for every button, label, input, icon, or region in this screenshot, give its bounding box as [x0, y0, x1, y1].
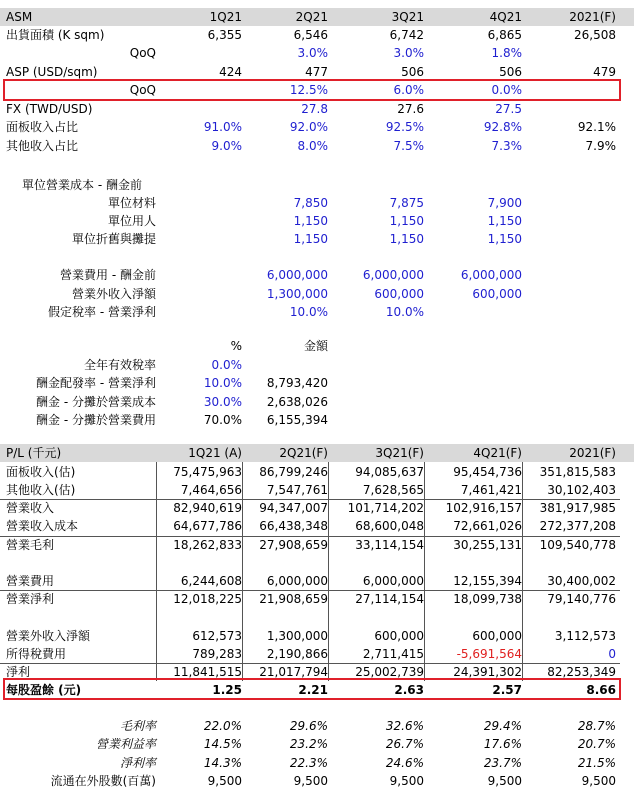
comp-label: 酬金 - 分攤於營業費用 [36, 413, 156, 427]
header-col-3: 3Q21 [391, 10, 424, 24]
cost-value: 1,150 [389, 232, 424, 246]
shares-val-4: 9,500 [487, 774, 522, 788]
cost-section-title: 單位營業成本 - 酬金前 [22, 178, 142, 192]
assumption-value: 477 [305, 65, 328, 79]
ratio-value: 14.3% [203, 756, 242, 770]
pl-value [424, 609, 522, 627]
pl-header-row [0, 444, 634, 462]
assumption-value: 7.3% [491, 139, 522, 153]
pl-value: 6,000,000 [266, 574, 328, 588]
cost-label: 單位材料 [107, 196, 156, 210]
comp-pct-header: % [230, 339, 242, 353]
pl-value: 8.66 [586, 683, 616, 697]
assumption-label: 面板收入占比 [6, 120, 79, 134]
header-col-5: 2021(F) [569, 10, 616, 24]
assumption-row [0, 118, 634, 136]
pl-value: 30,255,131 [453, 538, 522, 552]
pl-header-col-1: 1Q21 (A) [188, 446, 242, 460]
asm-header-row [0, 8, 634, 26]
opex-row [0, 285, 634, 303]
pl-value: 66,438,348 [259, 519, 328, 533]
pl-value: 101,714,202 [347, 501, 424, 515]
ratio-value: 32.6% [385, 719, 424, 733]
comp-amt: 8,793,420 [266, 376, 328, 390]
shares-val-5: 9,500 [581, 774, 616, 788]
pl-row [0, 536, 634, 554]
ratio-value: 22.3% [289, 756, 328, 770]
qoq-highlight-box [3, 79, 621, 101]
ratio-value: 17.6% [483, 737, 522, 751]
pl-value: 30,400,002 [547, 574, 616, 588]
pl-value: 7,547,761 [266, 483, 328, 497]
assumption-value: 506 [499, 65, 522, 79]
comp-label: 全年有效稅率 [83, 358, 156, 372]
pl-value [328, 554, 424, 572]
pl-label: 所得稅費用 [6, 647, 67, 661]
opex-value: 10.0% [289, 305, 328, 319]
pl-value: 27,908,659 [259, 538, 328, 552]
assumption-value: 3.0% [297, 46, 328, 60]
assumption-value: 6,865 [487, 28, 522, 42]
pl-value: 109,540,778 [539, 538, 616, 552]
pl-value [424, 554, 522, 572]
ratio-value: 28.7% [577, 719, 616, 733]
pl-column-divider [522, 462, 523, 681]
assumption-value: 424 [219, 65, 242, 79]
pl-value: 381,917,985 [539, 501, 616, 515]
cost-row [0, 230, 634, 248]
assumption-value: 92.1% [577, 120, 616, 134]
pl-value: 102,916,157 [445, 501, 522, 515]
pl-value [156, 554, 242, 572]
assumption-value: 479 [593, 65, 616, 79]
pl-row-divider [0, 536, 620, 537]
cost-section-title-row [0, 176, 634, 194]
pl-value: 79,140,776 [547, 592, 616, 606]
pl-label [6, 609, 156, 627]
pl-column-divider [328, 462, 329, 681]
pl-label: 面板收入(估) [6, 465, 76, 479]
cost-value: 1,150 [487, 214, 522, 228]
shares-val-2: 9,500 [293, 774, 328, 788]
pl-value: 6,244,608 [180, 574, 242, 588]
ratio-value: 14.5% [203, 737, 242, 751]
cost-value: 1,150 [293, 232, 328, 246]
opex-label: 營業外收入淨額 [71, 287, 156, 301]
pl-column-divider [424, 462, 425, 681]
pl-value: 94,085,637 [355, 465, 424, 479]
pl-label: 其他收入(估) [6, 483, 76, 497]
opex-label: 假定稅率 - 營業淨利 [48, 305, 156, 319]
pl-label: 營業收入 [6, 501, 55, 515]
ratio-row [0, 754, 634, 772]
pl-row [0, 590, 634, 608]
pl-value: 82,940,619 [173, 501, 242, 515]
comp-row [0, 356, 634, 374]
comp-row [0, 393, 634, 411]
assumption-value: 27.8 [301, 102, 328, 116]
assumption-value: 1.8% [491, 46, 522, 60]
comp-row [0, 374, 634, 392]
pl-row [0, 481, 634, 499]
pl-value: 7,464,656 [180, 483, 242, 497]
comp-pct: 10.0% [203, 376, 242, 390]
pl-value: 2,190,866 [266, 647, 328, 661]
opex-value: 600,000 [472, 287, 522, 301]
comp-row [0, 411, 634, 429]
pl-row-divider [0, 590, 620, 591]
ratio-value: 22.0% [203, 719, 242, 733]
assumption-value: 6,742 [389, 28, 424, 42]
comp-amt: 6,155,394 [266, 413, 328, 427]
pl-header-label: P/L (千元) [6, 446, 62, 460]
ratio-value: 23.7% [483, 756, 522, 770]
pl-value [522, 554, 616, 572]
pl-value [242, 554, 328, 572]
header-col-1: 1Q21 [209, 10, 242, 24]
assumption-value: 6,546 [293, 28, 328, 42]
assumption-value: 12.5% [289, 83, 328, 97]
pl-column-divider [242, 462, 243, 681]
pl-value: 1.25 [212, 683, 242, 697]
pl-row-divider [0, 663, 620, 664]
ratio-row [0, 717, 634, 735]
assumption-value [156, 100, 242, 118]
pl-value: 82,253,349 [547, 665, 616, 679]
eps-highlight-box [3, 678, 621, 700]
pl-value: 24,391,302 [453, 665, 522, 679]
pl-value: 64,677,786 [173, 519, 242, 533]
shares-label: 流通在外股數(百萬) [50, 774, 156, 788]
assumption-row [0, 26, 634, 44]
pl-value [242, 609, 328, 627]
assumption-value: 7.9% [585, 139, 616, 153]
pl-value: 789,283 [192, 647, 242, 661]
pl-value: 2.21 [298, 683, 328, 697]
pl-value: 1,300,000 [266, 629, 328, 643]
assumption-label: QoQ [129, 46, 156, 60]
ratio-value: 26.7% [385, 737, 424, 751]
comp-pct: 70.0% [203, 413, 242, 427]
assumption-value [522, 44, 616, 62]
pl-row [0, 627, 634, 645]
pl-value: 75,475,963 [173, 465, 242, 479]
shares-val-3: 9,500 [389, 774, 424, 788]
pl-value: 86,799,246 [259, 465, 328, 479]
pl-label: 營業淨利 [6, 592, 55, 606]
comp-amt-header: 金額 [303, 339, 328, 353]
assumption-value: 7.5% [393, 139, 424, 153]
pl-value [522, 609, 616, 627]
assumption-value: 9.0% [211, 139, 242, 153]
pl-value: 18,099,738 [453, 592, 522, 606]
assumption-value: 6,355 [207, 28, 242, 42]
cost-row [0, 194, 634, 212]
pl-value: 7,628,565 [362, 483, 424, 497]
pl-value: 72,661,026 [453, 519, 522, 533]
pl-value: 2,711,415 [362, 647, 424, 661]
pl-value: 612,573 [192, 629, 242, 643]
assumption-value: 6.0% [393, 83, 424, 97]
pl-value [328, 609, 424, 627]
pl-value: 600,000 [472, 629, 522, 643]
ratio-label: 毛利率 [119, 719, 156, 733]
pl-label: 淨利 [6, 665, 31, 679]
comp-amt [242, 356, 328, 374]
assumption-value: 91.0% [203, 120, 242, 134]
pl-value: 25,002,739 [355, 665, 424, 679]
ratio-value: 21.5% [577, 756, 616, 770]
pl-label: 營業毛利 [6, 538, 55, 552]
comp-pct: 0.0% [211, 358, 242, 372]
ratio-value: 29.4% [483, 719, 522, 733]
assumption-label: QoQ [129, 83, 156, 97]
assumption-value: 3.0% [393, 46, 424, 60]
pl-value: 33,114,154 [355, 538, 424, 552]
pl-value: 27,114,154 [355, 592, 424, 606]
cost-value: 7,875 [389, 196, 424, 210]
pl-value [156, 609, 242, 627]
pl-header-col-3: 3Q21(F) [375, 446, 424, 460]
assumption-row [0, 44, 634, 62]
pl-value: 12,018,225 [173, 592, 242, 606]
opex-value: 6,000,000 [266, 268, 328, 282]
pl-value: 2.63 [394, 683, 424, 697]
opex-value [424, 303, 522, 321]
pl-row-divider [0, 499, 620, 500]
assumption-value: 92.0% [289, 120, 328, 134]
opex-label: 營業費用 - 酬金前 [60, 268, 156, 282]
opex-value: 10.0% [385, 305, 424, 319]
pl-value: 2.57 [492, 683, 522, 697]
pl-value: -5,691,564 [456, 647, 522, 661]
cost-label: 單位折舊與攤提 [71, 232, 156, 246]
cost-value: 1,150 [487, 232, 522, 246]
comp-header-row [0, 337, 634, 355]
pl-value: 21,908,659 [259, 592, 328, 606]
pl-row [0, 572, 634, 590]
assumption-label: 出貨面積 (K sqm) [6, 28, 105, 42]
pl-label [6, 554, 156, 572]
pl-row [0, 499, 634, 517]
asm-header-label: ASM [6, 10, 33, 24]
assumption-row [0, 100, 634, 118]
ratio-row [0, 735, 634, 753]
pl-value: 95,454,736 [453, 465, 522, 479]
pl-value: 7,461,421 [460, 483, 522, 497]
opex-row [0, 266, 634, 284]
opex-value: 6,000,000 [362, 268, 424, 282]
cost-label: 單位用人 [107, 214, 156, 228]
pl-row [0, 609, 634, 627]
assumption-label: 其他收入占比 [6, 139, 79, 153]
ratio-value: 23.2% [289, 737, 328, 751]
assumption-value: 27.5 [495, 102, 522, 116]
header-col-4: 4Q21 [489, 10, 522, 24]
cost-value: 7,900 [487, 196, 522, 210]
comp-pct: 30.0% [203, 395, 242, 409]
header-col-2: 2Q21 [295, 10, 328, 24]
ratio-label: 淨利率 [119, 756, 156, 770]
comp-label: 酬金 - 分攤於營業成本 [36, 395, 156, 409]
cost-row [0, 212, 634, 230]
pl-header-col-5: 2021(F) [569, 446, 616, 460]
pl-value: 11,841,515 [173, 665, 242, 679]
assumption-value: 92.5% [385, 120, 424, 134]
pl-value: 0 [608, 647, 616, 661]
assumption-row [0, 137, 634, 155]
pl-row [0, 554, 634, 572]
pl-label: 營業費用 [6, 574, 55, 588]
comp-amt: 2,638,026 [266, 395, 328, 409]
pl-value: 6,000,000 [362, 574, 424, 588]
pl-value: 600,000 [374, 629, 424, 643]
pl-value: 94,347,007 [259, 501, 328, 515]
pl-value: 272,377,208 [539, 519, 616, 533]
cost-value: 1,150 [389, 214, 424, 228]
assumption-value [156, 44, 242, 62]
pl-value: 21,017,794 [259, 665, 328, 679]
shares-row [0, 772, 634, 790]
ratio-value: 20.7% [577, 737, 616, 751]
pl-row [0, 645, 634, 663]
pl-label: 每股盈餘 (元) [6, 683, 82, 697]
assumption-value: 506 [401, 65, 424, 79]
assumption-label: FX (TWD/USD) [6, 102, 93, 116]
shares-val-1: 9,500 [207, 774, 242, 788]
ratio-value: 29.6% [289, 719, 328, 733]
opex-value: 600,000 [374, 287, 424, 301]
assumption-value: 0.0% [491, 83, 522, 97]
pl-header-col-4: 4Q21(F) [473, 446, 522, 460]
opex-value: 1,300,000 [266, 287, 328, 301]
assumption-value: 27.6 [397, 102, 424, 116]
pl-value: 30,102,403 [547, 483, 616, 497]
pl-value: 12,155,394 [453, 574, 522, 588]
assumption-value: 8.0% [297, 139, 328, 153]
ratio-label: 營業利益率 [95, 737, 156, 751]
pl-value: 68,600,048 [355, 519, 424, 533]
pl-row [0, 517, 634, 535]
cost-value: 1,150 [293, 214, 328, 228]
pl-value: 3,112,573 [554, 629, 616, 643]
assumption-value: 26,508 [574, 28, 616, 42]
opex-value: 6,000,000 [460, 268, 522, 282]
pl-header-col-2: 2Q21(F) [279, 446, 328, 460]
ratio-value: 24.6% [385, 756, 424, 770]
cost-value: 7,850 [293, 196, 328, 210]
assumption-value: 92.8% [483, 120, 522, 134]
comp-label: 酬金配發率 - 營業淨利 [36, 376, 156, 390]
pl-row [0, 463, 634, 481]
pl-value: 18,262,833 [173, 538, 242, 552]
opex-row [0, 303, 634, 321]
assumption-label: ASP (USD/sqm) [6, 65, 98, 79]
pl-label: 營業收入成本 [6, 519, 79, 533]
pl-value: 351,815,583 [539, 465, 616, 479]
pl-column-divider [156, 462, 157, 681]
pl-label: 營業外收入淨額 [6, 629, 91, 643]
assumption-value [522, 100, 616, 118]
